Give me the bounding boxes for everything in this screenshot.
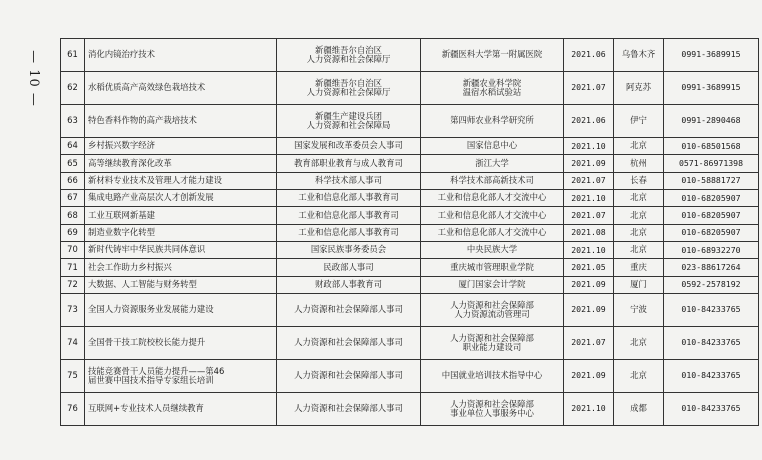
host-institution-cell [421,138,564,155]
table-row [61,155,759,172]
organizer-cell-line: 教育部职业教育与成人教育司 [294,157,403,168]
course-name-cell [85,241,277,258]
date-cell: 2021.08 [564,224,614,241]
organizer-cell-line: 新疆维吾尔自治区 [315,77,382,88]
phone-cell: 010-84233765 [664,293,759,326]
row-number-cell: 67 [61,189,85,206]
host-institution-cell-line: 人力资源和社会保障部 [450,398,534,409]
date-cell: 2021.10 [564,189,614,206]
organizer-cell [277,241,421,258]
host-institution-cell-line: 职业能力建设司 [462,341,522,352]
host-institution-cell-line: 温宿水稻试验站 [462,87,522,97]
city-cell: 北京 [614,138,664,155]
host-institution-cell [421,189,564,206]
course-name-cell-line: 工业互联网新基建 [88,209,155,220]
organizer-cell-line: 财政部人事教育司 [315,279,382,290]
organizer-cell-line: 人力资源和社会保障部人事司 [294,370,403,381]
date-cell: 2021.09 [564,293,614,326]
date-cell: 2021.06 [564,105,614,138]
organizer-cell-line: 国家民族事务委员会 [310,244,387,255]
row-number-cell: 61 [61,39,85,72]
city-cell: 阿克苏 [614,72,664,105]
organizer-cell [277,276,421,293]
row-number-cell: 68 [61,207,85,224]
organizer-cell-line: 人力资源和社会保障部人事司 [294,304,403,315]
page-number-text: — 10 — [25,49,41,107]
page-number [22,48,44,108]
organizer-cell [277,224,421,241]
row-number-cell: 73 [61,293,85,326]
table-row [61,326,759,359]
host-institution-cell-line: 浙江大学 [475,157,509,168]
city-cell: 宁波 [614,293,664,326]
host-institution-cell [421,276,564,293]
course-name-cell-line: 新时代铸牢中华民族共同体意识 [88,244,206,255]
host-institution-cell-line: 工业和信息化部人才交流中心 [437,209,547,220]
date-cell: 2021.10 [564,138,614,155]
host-institution-cell-line: 中央民族大学 [466,244,518,255]
organizer-cell-line: 人力资源和社会保障部人事司 [294,337,403,348]
organizer-cell [277,39,421,72]
organizer-cell [277,293,421,326]
course-name-cell-line: 技能竞赛骨干人员能力提升——第46 [88,365,225,376]
table-row [61,276,759,293]
course-name-cell-line: 大数据、人工智能与财务转型 [88,279,197,290]
course-name-cell [85,172,277,189]
organizer-cell-line: 科学技术部人事司 [315,175,382,186]
city-cell: 乌鲁木齐 [614,39,664,72]
course-name-cell [85,105,277,138]
organizer-cell [277,189,421,206]
table-row [61,293,759,326]
row-number-cell: 70 [61,241,85,258]
organizer-cell [277,172,421,189]
date-cell: 2021.10 [564,241,614,258]
city-cell: 重庆 [614,259,664,276]
table-row [61,207,759,224]
course-name-cell-line: 消化内镜治疗技术 [88,49,155,60]
row-number-cell: 66 [61,172,85,189]
city-cell: 伊宁 [614,105,664,138]
host-institution-cell [421,224,564,241]
host-institution-cell-line: 科学技术部高新技术司 [450,175,534,186]
host-institution-cell-line: 人力资源和社会保障部 [450,299,534,310]
course-name-cell-line: 届世赛中国技术指导专家组长培训 [88,374,214,385]
organizer-cell-line: 人力资源和社会保障局 [306,120,391,130]
row-number-cell: 74 [61,326,85,359]
course-name-cell [85,189,277,206]
row-number-cell: 64 [61,138,85,155]
phone-cell: 0991-3689915 [664,72,759,105]
course-name-cell [85,224,277,241]
date-cell: 2021.07 [564,326,614,359]
organizer-cell [277,105,421,138]
organizer-cell [277,326,421,359]
host-institution-cell [421,359,564,392]
host-institution-cell-line: 国家信息中心 [466,140,518,151]
date-cell: 2021.07 [564,172,614,189]
table-row [61,224,759,241]
host-institution-cell [421,259,564,276]
organizer-cell-line: 人力资源和社会保障厅 [306,54,391,64]
host-institution-cell [421,105,564,138]
phone-cell: 023-88617264 [664,259,759,276]
organizer-cell [277,207,421,224]
organizer-cell-line: 人力资源和社会保障部人事司 [294,403,403,414]
course-name-cell [85,72,277,105]
organizer-cell [277,138,421,155]
phone-cell: 010-84233765 [664,359,759,392]
host-institution-cell [421,172,564,189]
table-body [61,39,759,426]
host-institution-cell-line: 事业单位人事服务中心 [450,407,534,418]
phone-cell: 010-84233765 [664,392,759,425]
organizer-cell-line: 人力资源和社会保障厅 [306,87,391,97]
host-institution-cell-line: 工业和信息化部人才交流中心 [437,227,547,238]
city-cell: 北京 [614,326,664,359]
city-cell: 长春 [614,172,664,189]
city-cell: 成都 [614,392,664,425]
table-row [61,72,759,105]
organizer-cell-line: 工业和信息化部人事教育司 [298,227,399,238]
table-row [61,39,759,72]
course-name-cell [85,326,277,359]
phone-cell: 010-84233765 [664,326,759,359]
city-cell: 北京 [614,241,664,258]
city-cell: 北京 [614,207,664,224]
host-institution-cell [421,155,564,172]
host-institution-cell-line: 厦门国家会计学院 [458,279,526,290]
organizer-cell [277,259,421,276]
organizer-cell-line: 工业和信息化部人事教育司 [298,209,399,220]
row-number-cell: 65 [61,155,85,172]
city-cell: 杭州 [614,155,664,172]
course-name-cell-line: 高等继续教育深化改革 [88,157,172,168]
row-number-cell: 69 [61,224,85,241]
city-cell: 厦门 [614,276,664,293]
organizer-cell [277,155,421,172]
table-row [61,241,759,258]
course-name-cell [85,293,277,326]
organizer-cell-line: 新疆生产建设兵团 [315,110,382,121]
phone-cell: 0991-3689915 [664,39,759,72]
organizer-cell-line: 新疆维吾尔自治区 [315,44,382,55]
course-name-cell-line: 社会工作助力乡村振兴 [88,261,172,272]
phone-cell: 010-68932270 [664,241,759,258]
organizer-cell [277,72,421,105]
host-institution-cell-line: 新疆医科大学第一附属医院 [441,49,543,60]
phone-cell: 010-68205907 [664,224,759,241]
date-cell: 2021.07 [564,207,614,224]
row-number-cell: 63 [61,105,85,138]
city-cell: 北京 [614,359,664,392]
course-name-cell-line: 集成电路产业高层次人才创新发展 [88,192,214,203]
row-number-cell: 72 [61,276,85,293]
host-institution-cell-line: 人力资源和社会保障部 [450,332,534,343]
date-cell: 2021.09 [564,155,614,172]
phone-cell: 0571-86971398 [664,155,759,172]
host-institution-cell [421,72,564,105]
date-cell: 2021.06 [564,39,614,72]
date-cell: 2021.05 [564,259,614,276]
course-name-cell-line: 互联网+专业技术人员继续教育 [88,403,204,414]
course-name-cell-line: 乡村振兴数字经济 [88,140,155,151]
course-name-cell [85,39,277,72]
table-row [61,105,759,138]
date-cell: 2021.07 [564,72,614,105]
course-name-cell [85,138,277,155]
city-cell: 北京 [614,189,664,206]
organizer-cell-line: 民政部人事司 [323,261,374,272]
phone-cell: 0592-2578192 [664,276,759,293]
course-name-cell [85,155,277,172]
phone-cell: 010-58881727 [664,172,759,189]
table-row [61,359,759,392]
organizer-cell [277,359,421,392]
course-name-cell [85,259,277,276]
phone-cell: 010-68205907 [664,207,759,224]
course-name-cell [85,359,277,392]
date-cell: 2021.09 [564,359,614,392]
host-institution-cell [421,392,564,425]
city-cell: 北京 [614,224,664,241]
table-row [61,138,759,155]
row-number-cell: 62 [61,72,85,105]
date-cell: 2021.10 [564,392,614,425]
phone-cell: 010-68501568 [664,138,759,155]
course-name-cell-line: 特色香料作物的高产栽培技术 [88,115,197,126]
course-name-cell-line: 全国骨干技工院校校长能力提升 [88,337,206,348]
table-row [61,392,759,425]
organizer-cell-line: 工业和信息化部人事教育司 [298,192,399,203]
organizer-cell-line: 国家发展和改革委员会人事司 [294,140,403,151]
host-institution-cell-line: 人力资源流动管理司 [454,308,530,319]
host-institution-cell [421,241,564,258]
course-name-cell-line: 新材料专业技术及管理人才能力建设 [88,175,222,186]
course-name-cell-line: 全国人力资源服务业发展能力建设 [88,304,214,315]
host-institution-cell-line: 工业和信息化部人才交流中心 [437,192,547,203]
organizer-cell [277,392,421,425]
course-name-cell [85,207,277,224]
course-name-cell [85,276,277,293]
host-institution-cell-line: 重庆城市管理职业学院 [450,261,534,272]
course-name-cell-line: 制造业数字化转型 [88,227,155,238]
course-table [60,38,759,426]
date-cell: 2021.09 [564,276,614,293]
row-number-cell: 71 [61,259,85,276]
table-row [61,259,759,276]
host-institution-cell-line: 新疆农业科学院 [462,77,522,88]
row-number-cell: 75 [61,359,85,392]
host-institution-cell-line: 中国就业培训技术指导中心 [441,370,543,381]
phone-cell: 010-68205907 [664,189,759,206]
host-institution-cell [421,207,564,224]
table-row [61,172,759,189]
course-name-cell-line: 水稻优质高产高效绿色栽培技术 [88,82,206,93]
row-number-cell: 76 [61,392,85,425]
host-institution-cell [421,39,564,72]
host-institution-cell [421,293,564,326]
table-row [61,189,759,206]
host-institution-cell-line: 第四师农业科学研究所 [450,115,534,126]
phone-cell: 0991-2890468 [664,105,759,138]
course-name-cell [85,392,277,425]
host-institution-cell [421,326,564,359]
